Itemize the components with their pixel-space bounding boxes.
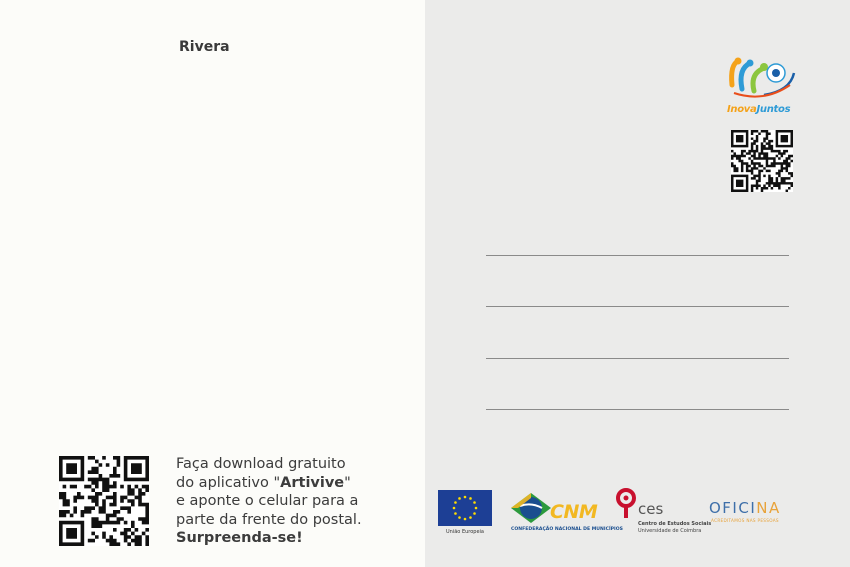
- inovajuntos-wordmark: InovaJuntos: [727, 104, 791, 115]
- ces-wordmark: ces: [638, 500, 664, 518]
- eu-star: [454, 501, 457, 504]
- eu-star: [475, 507, 478, 510]
- instruction-line-4: parte da frente do postal.: [176, 511, 362, 528]
- instruction-line-3: e aponte o celular para a: [176, 493, 359, 509]
- cnm-caption: CONFEDERAÇÃO NACIONAL DE MUNICÍPIOS: [511, 527, 623, 532]
- inovajuntos-qr-code[interactable]: [731, 130, 793, 192]
- address-line: [486, 255, 789, 256]
- qr-code-image: [731, 130, 793, 192]
- eu-star: [453, 507, 456, 510]
- eu-star: [464, 496, 467, 499]
- artivive-app-name: Artivive: [280, 474, 345, 491]
- instruction-line-1: Faça download gratuito: [176, 456, 346, 472]
- oficina-wordmark: OFICINA: [709, 499, 781, 517]
- eu-star: [473, 512, 476, 515]
- postcard-title: Rivera: [179, 39, 230, 55]
- eu-star: [469, 516, 472, 519]
- ces-caption-line-2: Universidade de Coimbra: [638, 528, 702, 534]
- cnm-logo-icon: [509, 489, 553, 527]
- qr-code-image: [59, 456, 149, 546]
- eu-star: [458, 516, 461, 519]
- artivive-qr-code[interactable]: [59, 456, 149, 546]
- instruction-line-2: do aplicativo "Artivive": [176, 474, 351, 491]
- address-line: [486, 306, 789, 307]
- artivive-instructions: [176, 455, 362, 548]
- eu-star: [464, 518, 467, 521]
- cnm-wordmark: CNM: [550, 501, 598, 523]
- eu-star: [458, 497, 461, 500]
- oficina-caption: ACREDITAMOS NAS PESSOAS: [711, 518, 779, 523]
- eu-star: [473, 501, 476, 504]
- eu-star: [469, 497, 472, 500]
- address-line: [486, 358, 789, 359]
- address-line: [486, 409, 789, 410]
- eu-flag-icon: [438, 490, 492, 526]
- ces-logo-icon: [614, 487, 640, 521]
- ces-caption-line-1: Centro de Estudos Sociais: [638, 521, 712, 527]
- instruction-line-5: Surpreenda-se!: [176, 530, 303, 546]
- eu-caption: União Europeia: [446, 529, 484, 535]
- eu-star: [454, 512, 457, 515]
